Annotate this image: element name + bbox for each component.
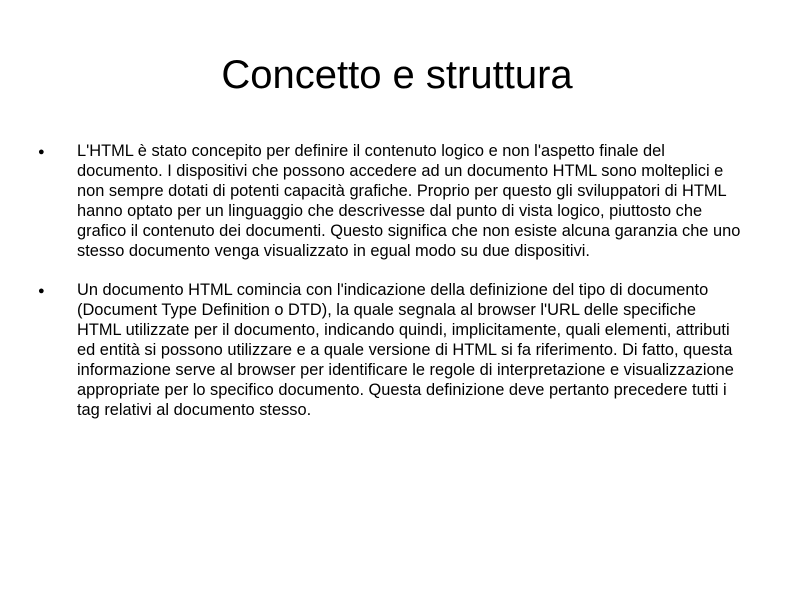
bullet-list: [0, 141, 794, 439]
slide-title: Concetto e struttura: [221, 53, 573, 97]
bullet-dot-icon: ●: [38, 285, 45, 297]
bullet-item: [0, 280, 743, 420]
bullet-text: L'HTML è stato concepito per definire il contenuto logico e non l'aspetto finale del documento. I dispositivi che possono accedere ad un documento HTML sono molteplici e non sempre dotati di potenti capacità grafiche. Proprio per questo gli sviluppatori di HTML hanno optato per un linguaggio che descrivesse dal punto di vista logico, piuttosto che grafico il contenuto dei documenti. Questo significa che non esiste alcuna garanzia che uno stesso documento venga visualizzato in egual modo su due dispositivi.: [77, 142, 741, 260]
bullet-item: [0, 141, 743, 261]
bullet-dot-icon: ●: [38, 146, 45, 158]
bullet-text: Un documento HTML comincia con l'indicazione della definizione del tipo di documento (Document Type Definition o DTD), la quale segnala al browser l'URL delle specifiche HTML utilizzate per il documento, indicando quindi, implicitamente, quali elementi, attributi ed entità si possono utilizzare e a quale versione di HTML si fa riferimento. Di fatto, questa informazione serve al browser per identificare le regole di interpretazione e visualizzazione appropriate per lo specifico documento. Questa definizione deve pertanto precedere tutti i tag relativi al documento stesso.: [77, 281, 734, 419]
